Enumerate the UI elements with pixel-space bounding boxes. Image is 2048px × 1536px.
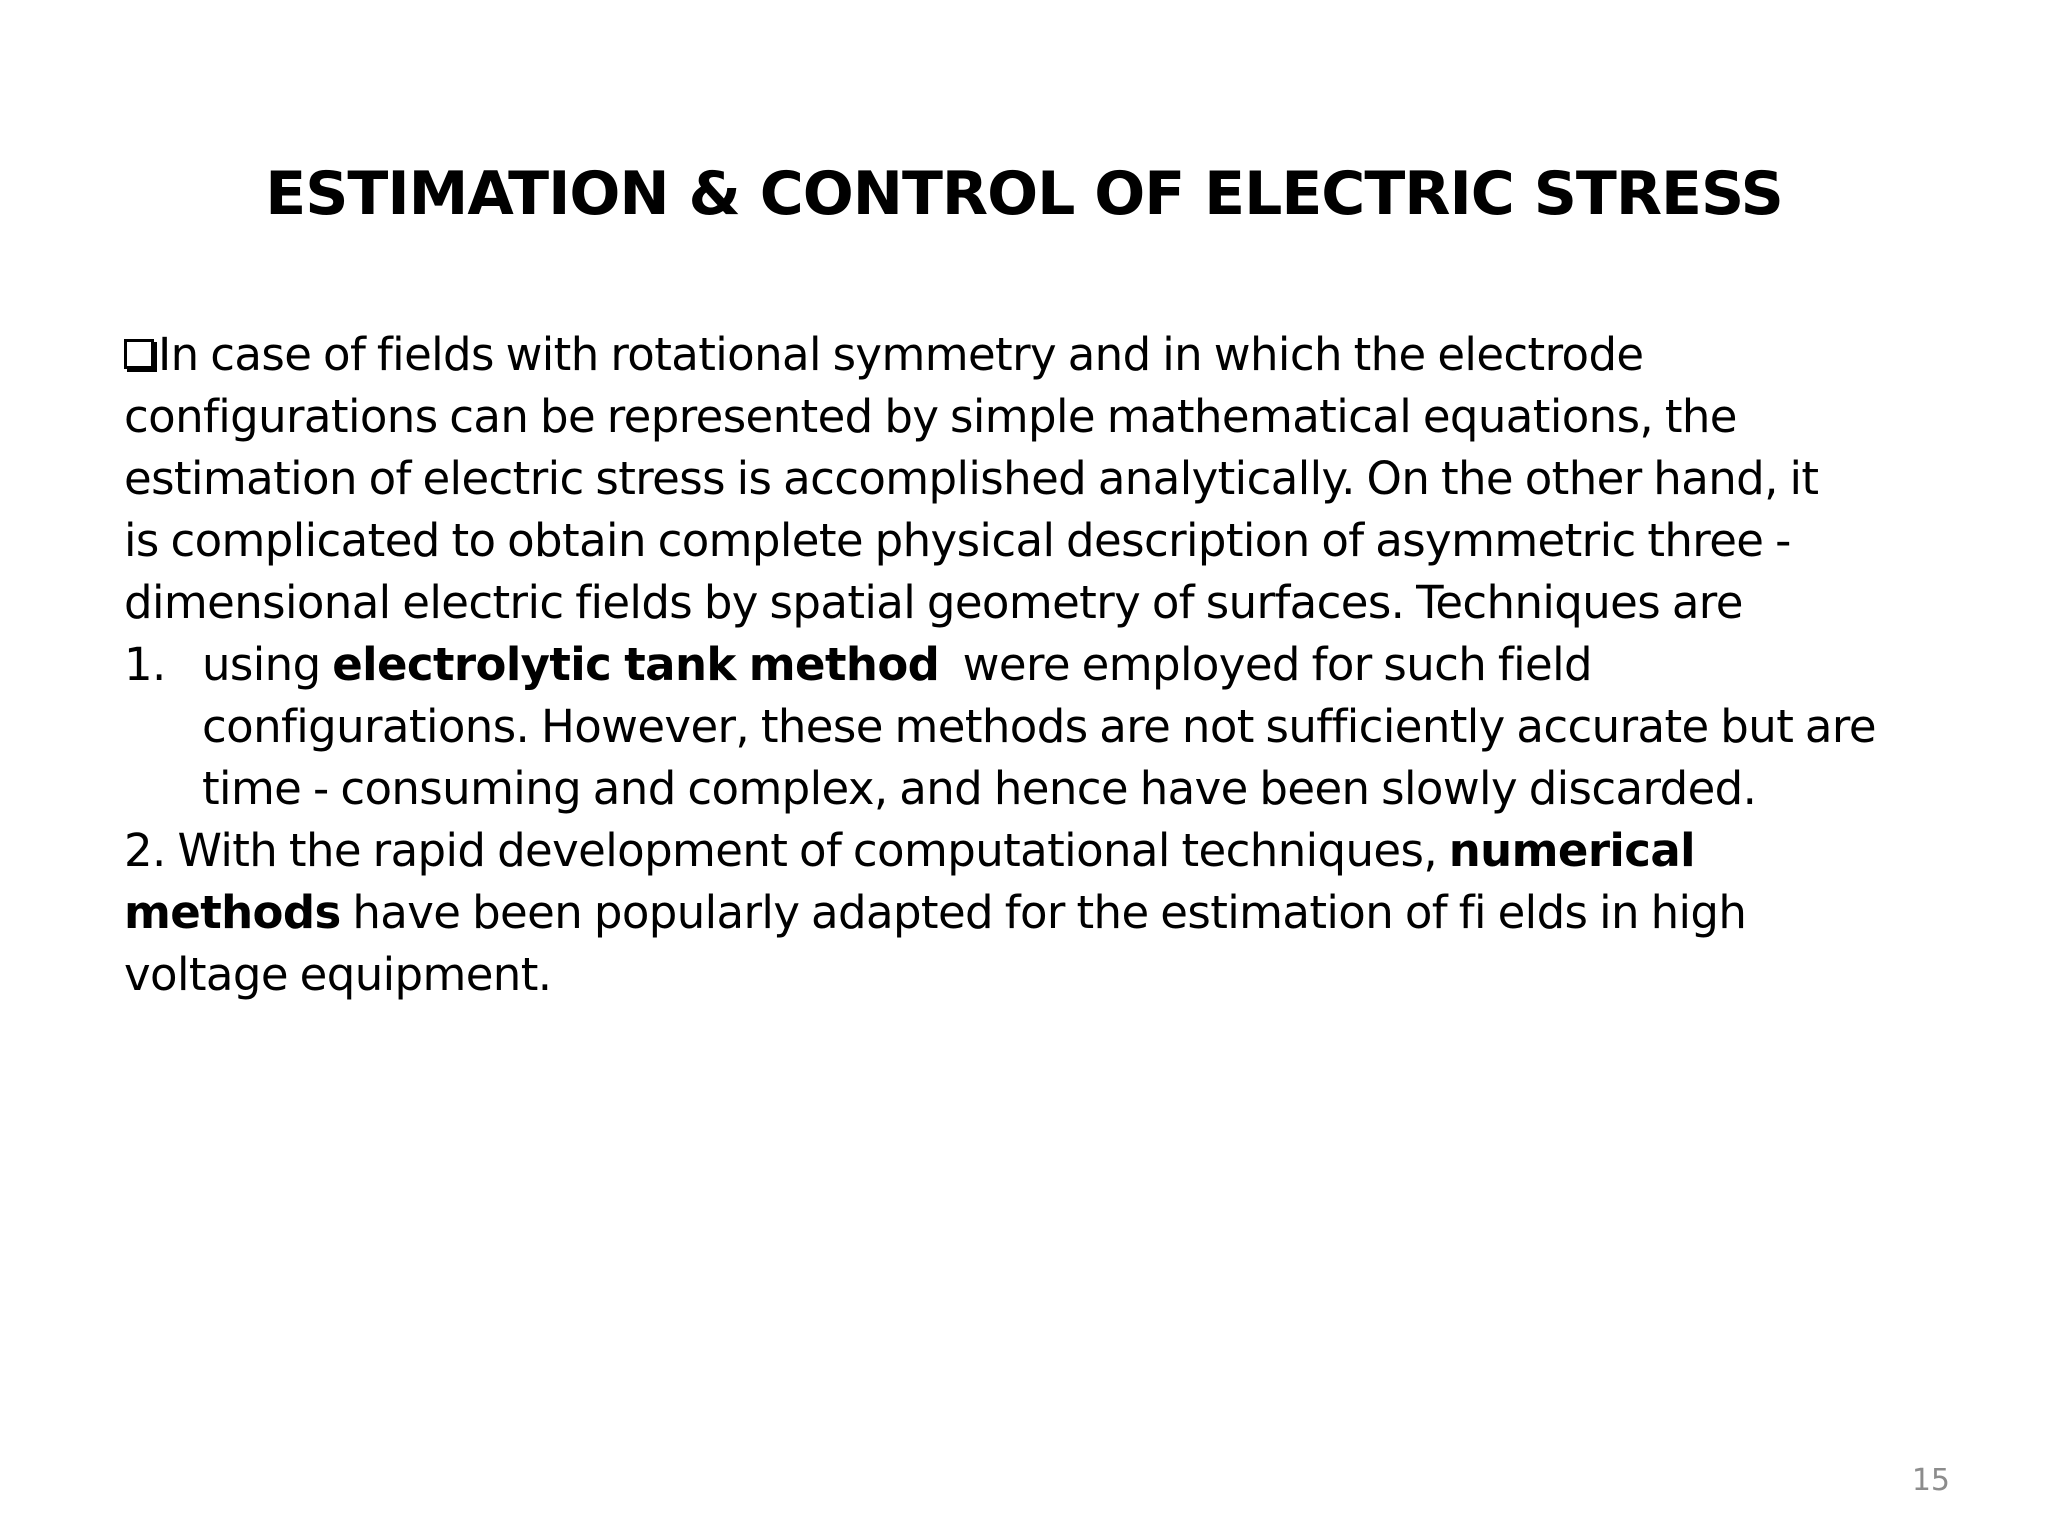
list-item-2-bold-1: numerical bbox=[1448, 824, 1695, 877]
list-item-1-bold: electrolytic tank method bbox=[332, 638, 940, 691]
list-item-2-suffix: have been popularly adapted for the estimation of fi elds in high bbox=[340, 886, 1747, 939]
list-item-1-number: 1. bbox=[124, 638, 166, 691]
list-item-2-line-1 bbox=[124, 820, 1964, 882]
paragraph-line-1: In case of fields with rotational symmetry and in which the electrode bbox=[124, 324, 1964, 386]
paragraph-line-5: dimensional electric fields by spatial geometry of surfaces. Techniques are bbox=[124, 576, 1743, 629]
slide-title: ESTIMATION & CONTROL OF ELECTRIC STRESS bbox=[265, 159, 1783, 229]
list-item-2-bold-2: methods bbox=[124, 886, 341, 939]
list-item-1-prefix: using bbox=[202, 638, 333, 691]
list-item-2-line-3: voltage equipment. bbox=[124, 948, 552, 1001]
list-item-2-prefix: 2. With the rapid development of computational techniques, bbox=[124, 824, 1449, 877]
list-item-1-line-2: configurations. However, these methods are not sufficiently accurate but are bbox=[202, 700, 1876, 753]
list-item-1-suffix: were employed for such field bbox=[939, 638, 1592, 691]
list-item-1-line-3: time - consuming and complex, and hence have been slowly discarded. bbox=[202, 762, 1757, 815]
paragraph-line-3: estimation of electric stress is accomplished analytically. On the other hand, it bbox=[124, 452, 1819, 505]
list-item-1-line-1 bbox=[124, 634, 1964, 696]
page-number: 15 bbox=[1911, 1463, 1950, 1498]
paragraph-line-2: configurations can be represented by simple mathematical equations, the bbox=[124, 390, 1737, 443]
slide-body bbox=[124, 324, 1964, 1006]
list-item-2-line-2 bbox=[124, 882, 1964, 944]
checkbox-square-icon bbox=[124, 339, 154, 369]
paragraph-line-4: is complicated to obtain complete physical description of asymmetric three - bbox=[124, 514, 1791, 567]
